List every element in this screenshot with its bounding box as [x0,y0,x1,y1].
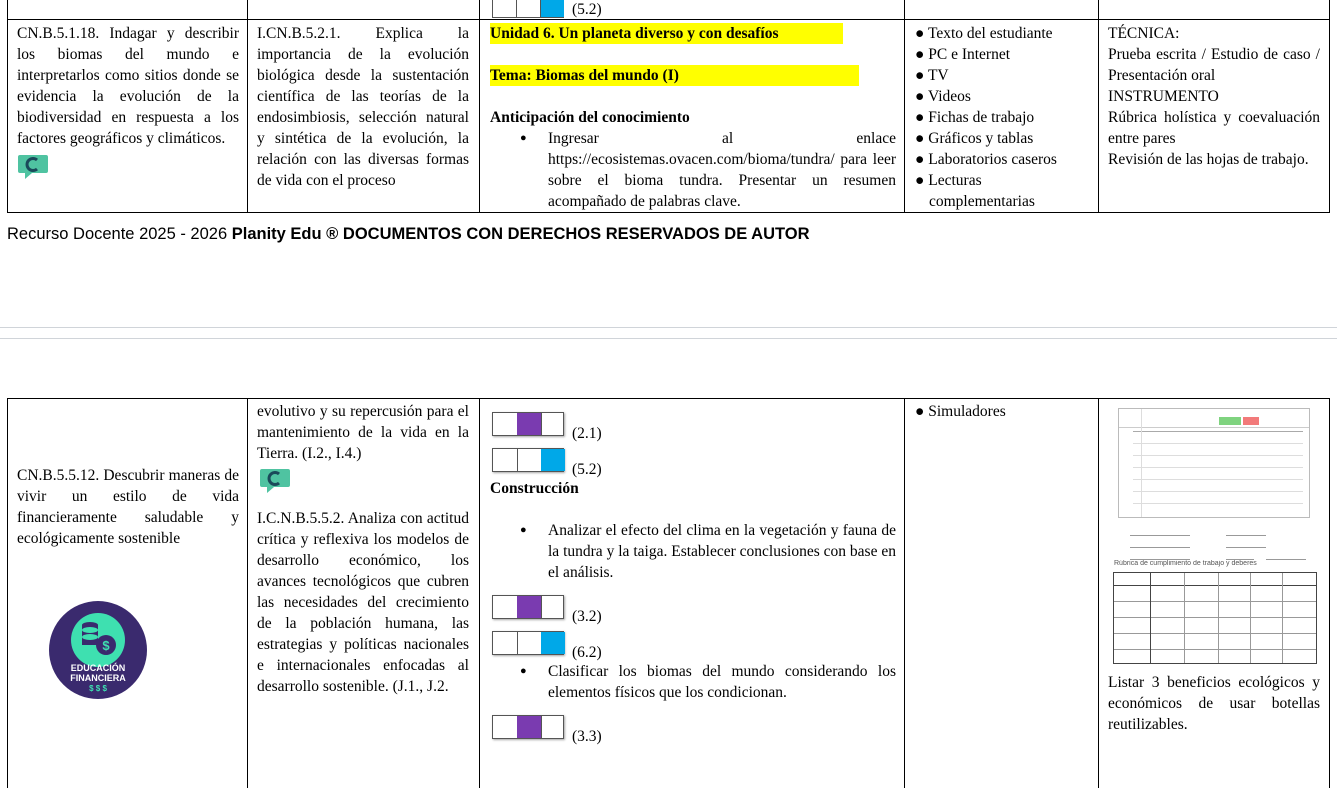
tecnica-label: TÉCNICA: [1108,25,1180,42]
comment-icon [259,466,469,500]
unit-title: Unidad 6. Un planeta diverso y con desafíos [490,23,843,44]
construction-bullet-1: ● Analizar el efecto del clima en la vegetación y fauna de la tundra y la taiga. Establecer conclusiones con base en el análisis. [490,520,896,583]
svg-text:$: $ [102,638,110,653]
page-separator-bottom [0,338,1337,339]
rubric-thumbnail [1110,402,1318,664]
indicator-text-continued: evolutivo y su repercusión para el mantenimiento de la vida en la Tierra. (I.2., I.4.) [257,403,469,462]
skill-text-bottom: CN.B.5.5.12. Descubrir maneras de vivir un estilo de vida financieramente saludable y ecológicamente sostenible [17,467,239,547]
resources-cell-bottom [915,401,1095,422]
activity-bullet: ● Ingresar al enlace https://ecosistemas.ovacen.com/bioma/tundra/ para leer sobre el bioma tundra. Presentar un resumen acompañado de palabras clave. [490,128,896,212]
instrumento-text: Rúbrica holística y coevaluación entre pares [1108,109,1320,147]
skill-cell-bottom [17,465,239,549]
chip-3-3: (3.3) [492,715,896,739]
resource-item: ● TV [915,67,949,84]
resources-cell-top [915,23,1095,212]
page-separator-top [0,327,1337,328]
skill-cell-top [17,23,239,186]
resource-item: ● Lecturas complementarias [915,172,1035,210]
comment-icon [17,152,239,186]
indicator-text-2: I.C.N.B.5.5.2. Analiza con actitud crítica y reflexiva los modelos de desarrollo económico, los avances tecnológicos que cubren las necesidades del crecimiento de la población humana, las estrategias y políticas nacionales e internacionales enfocadas al desarrollo sostenible. (J.1., J.2. [257,510,469,695]
topic-title: Tema: Biomas del mundo (I) [490,65,859,86]
activities-cell-top [490,23,896,212]
resource-item: ● Videos [915,88,971,105]
resource-item: ● Laboratorios caseros [915,151,1057,168]
construction-heading: Construcción [490,480,579,497]
resource-item: ● Gráficos y tablas [915,130,1034,147]
chip-partial [492,0,692,20]
evaluation-cell-bottom [1108,672,1320,735]
footer-copyright: Planity Edu ® DOCUMENTOS CON DERECHOS RESERVADOS DE AUTOR [231,225,810,243]
activities-cell-bottom [490,408,896,788]
chip-6-2: (6.2) [492,631,896,655]
indicator-cell-top [257,23,469,212]
instrumento-label: INSTRUMENTO [1108,88,1219,105]
badge-line2: FINANCIERA [70,673,126,683]
chip-2-1: (2.1) [492,412,896,436]
resource-item: ● Simuladores [915,403,1006,420]
tecnica-text: Prueba escrita / Estudio de caso / Presentación oral [1108,46,1320,84]
section-heading: Anticipación del conocimiento [490,109,690,126]
evaluation-task: Listar 3 beneficios ecológicos y económicos de usar botellas reutilizables. [1108,674,1320,733]
revision-text: Revisión de las hojas de trabajo. [1108,151,1309,168]
chip-5-2: (5.2) [492,448,896,472]
badge-line1: EDUCACIÓN [70,663,126,673]
footer-prefix: Recurso Docente 2025 - 2026 [7,225,232,243]
skill-text: CN.B.5.1.18. Indagar y describir los biomas del mundo e interpretarlos como sitios donde se evidencia la evolución de la biodiversidad en respuesta a los factores geográficos y climáticos. [17,25,239,147]
financial-education-badge [48,600,148,700]
chip-3-2: (3.2) [492,595,896,619]
chip-partial-label: (5.2) [572,1,602,18]
indicator-cell-bottom [257,401,469,788]
indicator-text: I.CN.B.5.2.1. Explica la importancia de la evolución biológica desde la sustentación científica de las teorías de la endosimbiosis, selección natural y sintética de la evolución, la relación con las diversas formas de vida con el proceso [257,25,469,189]
rubric-heading: Rúbrica de cumplimiento de trabajo y deberes [1114,560,1257,567]
resource-item: ● Texto del estudiante [915,25,1053,42]
evaluation-cell-top [1108,23,1320,170]
badge-line3: $ $ $ [89,684,107,693]
resource-item: ● Fichas de trabajo [915,109,1035,126]
construction-bullet-2: ● Clasificar los biomas del mundo considerando los elementos físicos que los condicionan. [490,661,896,703]
page-footer [7,225,810,244]
resource-item: ● PC e Internet [915,46,1011,63]
